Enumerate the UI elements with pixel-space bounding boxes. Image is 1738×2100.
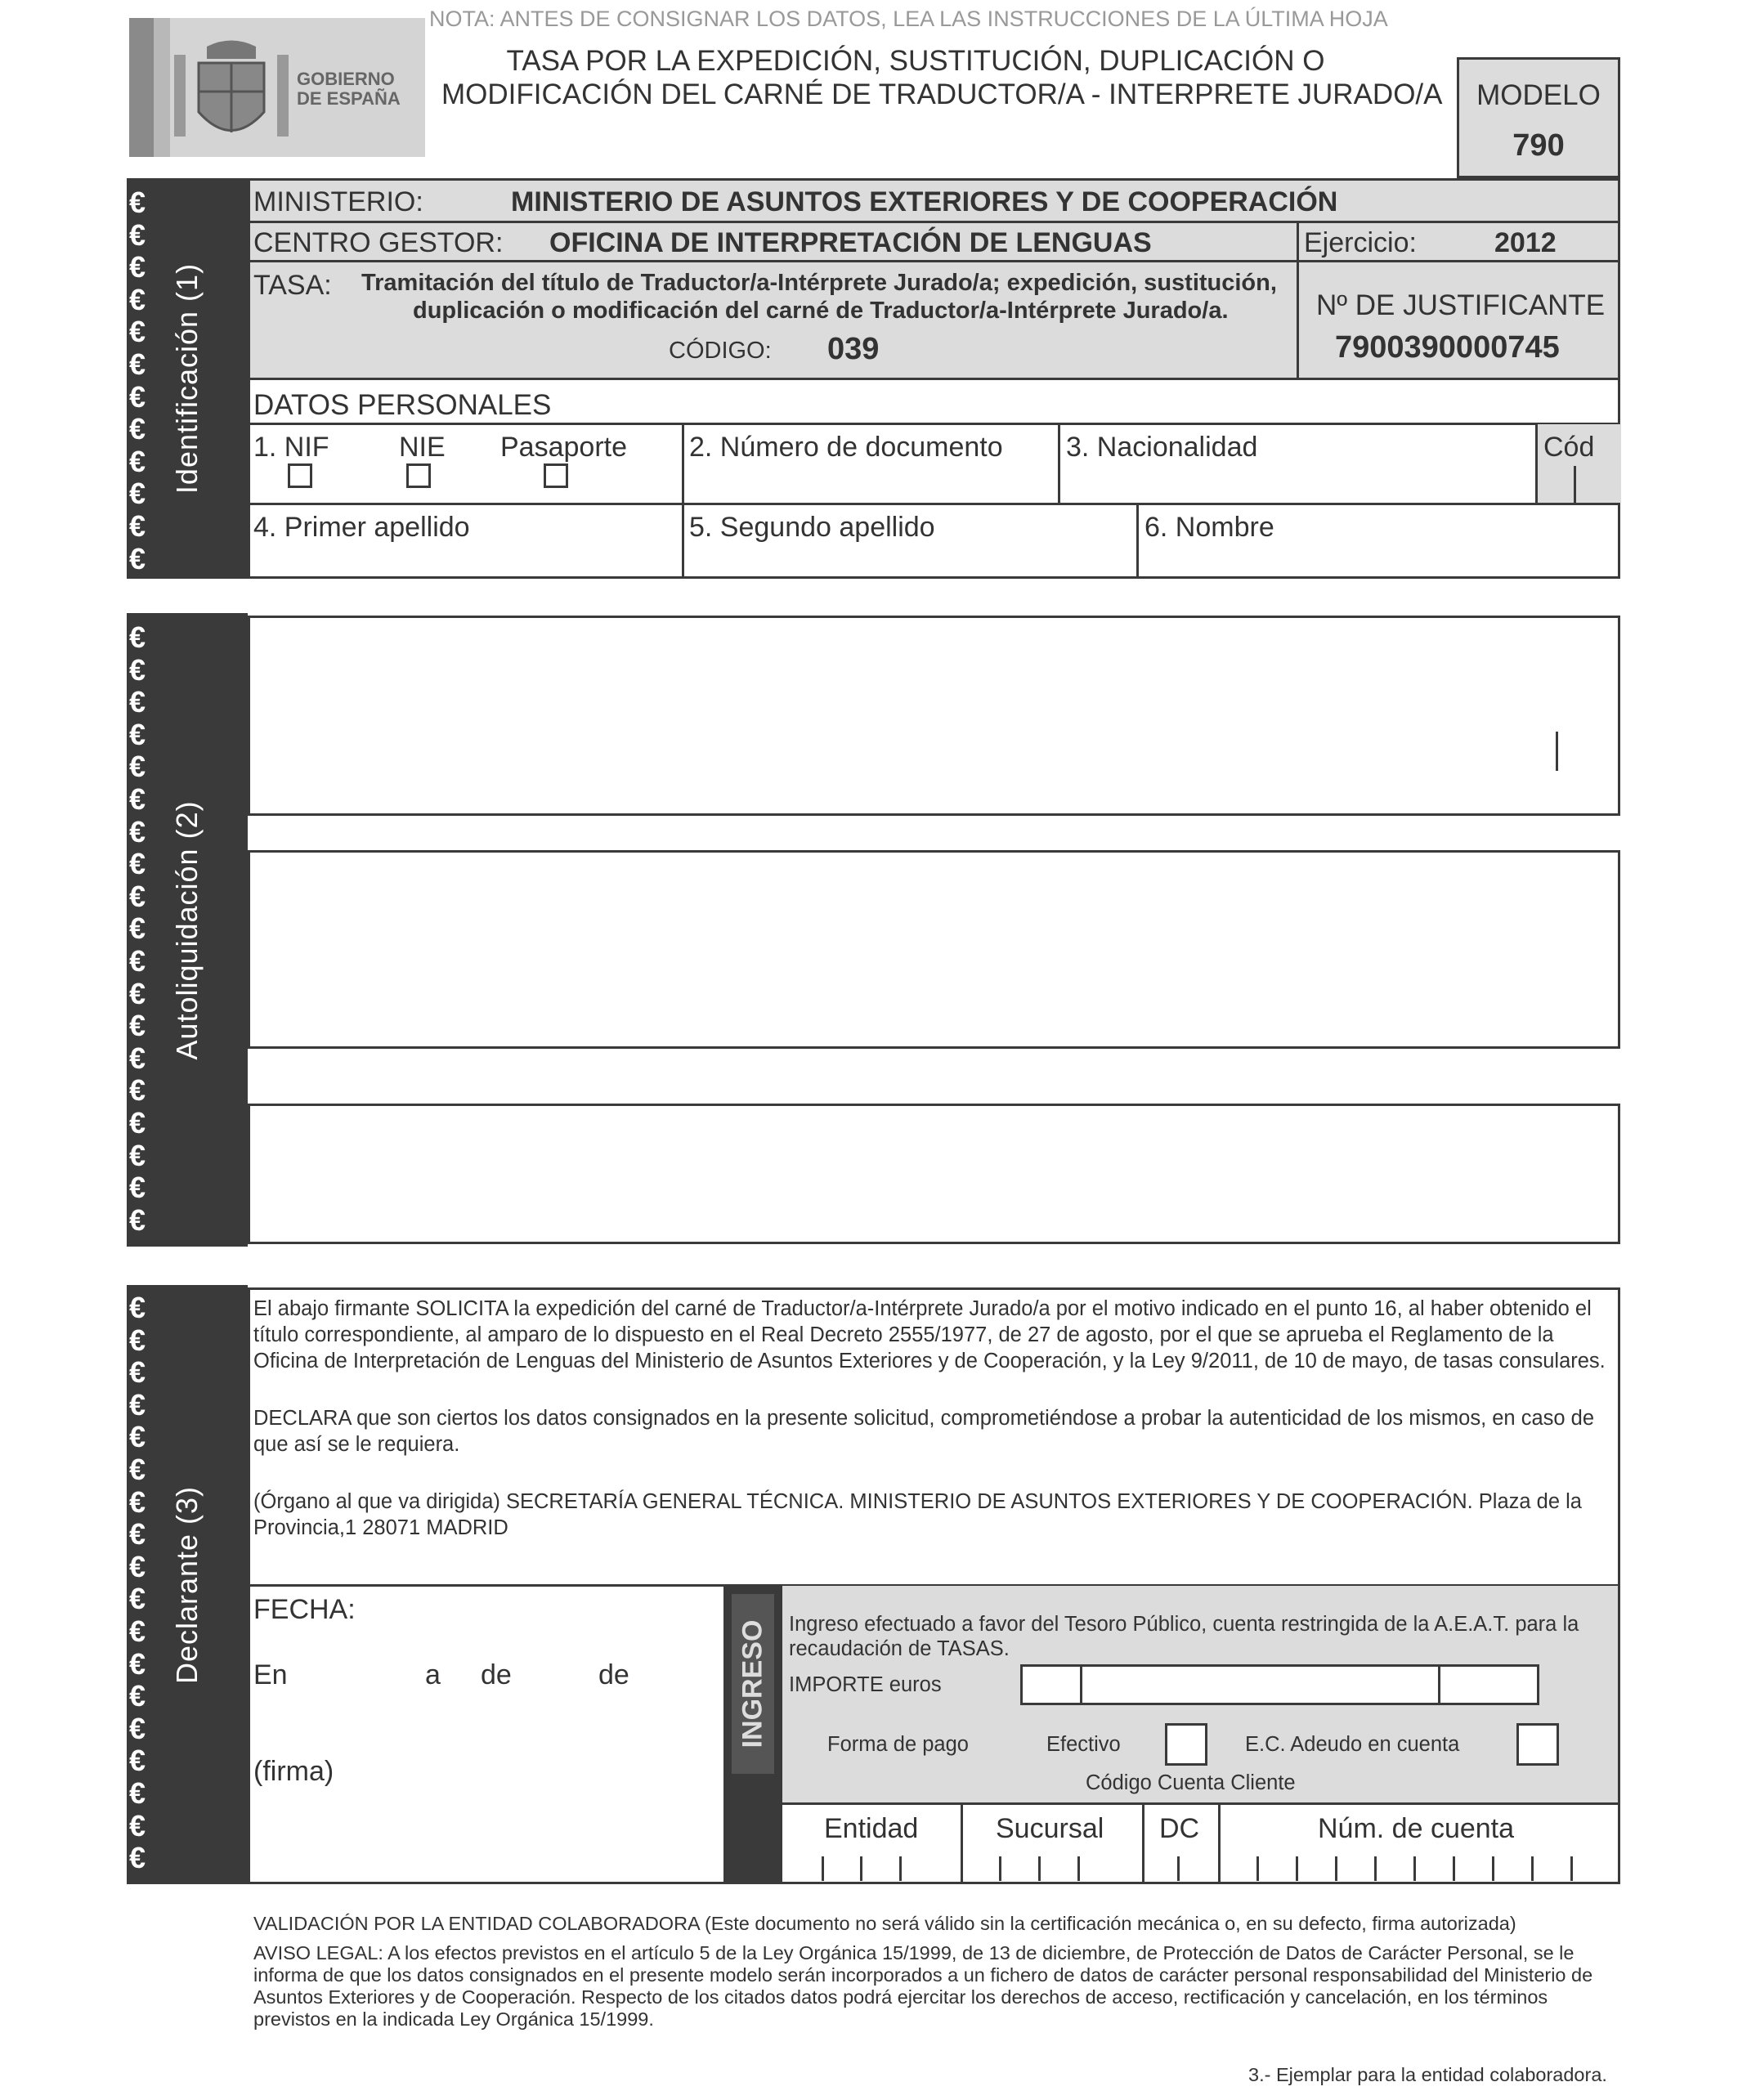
codigo-label: CÓDIGO:	[669, 338, 772, 364]
importe-label: IMPORTE euros	[789, 1673, 942, 1696]
sidebar-label-autoliquidacion: Autoliquidación (2)	[170, 799, 204, 1060]
fecha-a: a	[425, 1659, 441, 1690]
logo-text-gobierno: GOBIERNO	[297, 69, 395, 89]
form-title-line-2: MODIFICACIÓN DEL CARNÉ DE TRADUCTOR/A - INTERPRETE JURADO/A	[441, 78, 1443, 110]
sucursal-label: Sucursal	[996, 1813, 1104, 1844]
entidad-label: Entidad	[824, 1813, 919, 1844]
declara-paragraph: DECLARA que son ciertos los datos consignados en la presente solicitud, comprometiéndose a probar la autenticidad de los mismos, en caso de que así se le requiera.	[253, 1407, 1595, 1456]
importe-field[interactable]	[1020, 1664, 1539, 1705]
firma-label: (firma)	[253, 1756, 334, 1787]
fecha-de-2: de	[598, 1659, 629, 1690]
government-logo	[129, 18, 425, 157]
centro-gestor-value: OFICINA DE INTERPRETACIÓN DE LENGUAS	[549, 227, 1152, 258]
ingreso-text: Ingreso efectuado a favor del Tesoro Público, cuenta restringida de la A.E.A.T. para la recaudación de TASAS.	[789, 1613, 1579, 1660]
nif-checkbox[interactable]	[288, 463, 312, 488]
nacionalidad-label: 3. Nacionalidad	[1066, 432, 1258, 463]
cod-label: Cód	[1543, 432, 1595, 463]
num-cuenta-field[interactable]	[1222, 1851, 1619, 1883]
euro-column-3: € € € € € € € € € € € € € € € € € €	[129, 1291, 146, 1875]
pasaporte-checkbox[interactable]	[544, 463, 568, 488]
codigo-value: 039	[827, 332, 880, 366]
centro-gestor-label: CENTRO GESTOR:	[253, 227, 504, 258]
datos-personales-heading: DATOS PERSONALES	[253, 389, 552, 421]
justificante-label: Nº DE JUSTIFICANTE	[1316, 289, 1606, 321]
pasaporte-label: Pasaporte	[500, 432, 627, 463]
justificante-value: 7900390000745	[1335, 330, 1560, 365]
fecha-de-1: de	[481, 1659, 512, 1690]
autoliquidacion-box-3[interactable]	[248, 1104, 1620, 1244]
euro-column-1: € € € € € € € € € € € €	[129, 186, 146, 575]
nombre-label: 6. Nombre	[1144, 512, 1274, 543]
tasa-line-2: duplicación o modificación del carné de Traductor/a-Intérprete Jurado/a.	[413, 298, 1229, 324]
ministerio-value: MINISTERIO DE ASUNTOS EXTERIORES Y DE COOPERACIÓN	[511, 186, 1338, 217]
tasa-label: TASA:	[253, 270, 332, 301]
adeudo-label: E.C. Adeudo en cuenta	[1245, 1733, 1460, 1756]
euro-column-2: € € € € € € € € € € € € € € € € € € €	[129, 620, 146, 1237]
fecha-field[interactable]	[294, 1651, 719, 1696]
adeudo-checkbox[interactable]	[1516, 1723, 1559, 1766]
dc-label: DC	[1159, 1813, 1200, 1844]
firma-field[interactable]	[253, 1790, 719, 1880]
ingreso-label: INGRESO	[737, 1619, 768, 1749]
codigo-cuenta-label: Código Cuenta Cliente	[1086, 1771, 1296, 1794]
segundo-apellido-label: 5. Segundo apellido	[689, 512, 935, 543]
sidebar-label-declarante: Declarante (3)	[170, 1485, 204, 1684]
primer-apellido-label: 4. Primer apellido	[253, 512, 470, 543]
nacionalidad-field[interactable]	[1063, 462, 1533, 501]
forma-pago-label: Forma de pago	[827, 1733, 969, 1756]
logo-text-espana: DE ESPAÑA	[297, 88, 401, 109]
nif-label: 1. NIF	[253, 432, 329, 463]
dc-field[interactable]	[1144, 1851, 1216, 1883]
nie-checkbox[interactable]	[406, 463, 431, 488]
autoliquidacion-box-1[interactable]	[248, 616, 1620, 816]
form-title-line-1: TASA POR LA EXPEDICIÓN, SUSTITUCIÓN, DUPLICACIÓN O	[506, 45, 1325, 77]
fecha-label: FECHA:	[253, 1594, 356, 1625]
coat-of-arms-icon	[174, 38, 289, 149]
organo-paragraph: (Órgano al que va dirigida) SECRETARÍA GENERAL TÉCNICA. MINISTERIO DE ASUNTOS EXTERIORES Y DE COOPERACIÓN. Plaza de la Provincia,1 28071 MADRID	[253, 1490, 1582, 1539]
efectivo-checkbox[interactable]	[1165, 1723, 1207, 1766]
ministerio-label: MINISTERIO:	[253, 186, 423, 217]
fecha-en: En	[253, 1659, 288, 1690]
modelo-box	[1457, 57, 1620, 178]
ejercicio-label: Ejercicio:	[1304, 227, 1417, 258]
modelo-label: MODELO	[1476, 79, 1601, 111]
tasa-line-1: Tramitación del título de Traductor/a-Intérprete Jurado/a; expedición, sustitución,	[361, 270, 1277, 296]
nombre-field[interactable]	[1141, 544, 1617, 576]
validacion-text: VALIDACIÓN POR LA ENTIDAD COLABORADORA (Este documento no será válido sin la certificación mecánica o, en su defecto, firma autorizada)	[253, 1913, 1516, 1934]
ejercicio-value: 2012	[1494, 227, 1557, 258]
primer-apellido-field[interactable]	[250, 544, 679, 576]
num-cuenta-label: Núm. de cuenta	[1318, 1813, 1515, 1844]
entidad-field[interactable]	[817, 1851, 956, 1883]
segundo-apellido-field[interactable]	[687, 544, 1134, 576]
efectivo-label: Efectivo	[1046, 1733, 1121, 1756]
nie-label: NIE	[399, 432, 446, 463]
ejemplar-text: 3.- Ejemplar para la entidad colaboradora.	[1248, 2064, 1607, 2085]
autoliquidacion-box-2[interactable]	[248, 850, 1620, 1049]
sucursal-field[interactable]	[965, 1851, 1138, 1883]
aviso-legal-text: AVISO LEGAL: A los efectos previstos en el artículo 5 de la Ley Orgánica 15/1999, de 13 de diciembre, de Protección de Datos de Carácter Personal, se le informa de que los datos consignados en el presente modelo serán incorporados a un fichero de datos de carácter personal responsabilidad del Ministerio de Asuntos Exteriores y de Cooperación. Respecto de los citados datos podrá ejercitar los derechos de acceso, rectificación y cancelación, en los términos previstos en la indicada Ley Orgánica 15/1999.	[253, 1942, 1593, 2030]
numero-documento-label: 2. Número de documento	[689, 432, 1003, 463]
modelo-number: 790	[1512, 128, 1565, 163]
solicita-paragraph: El abajo firmante SOLICITA la expedición del carné de Traductor/a-Intérprete Jurado/a por el motivo indicado en el punto 16, al haber obtenido el título correspondiente, al amparo de lo dispuesto en el Real Decreto 2555/1977, de 27 de agosto, por el que se aprueba el Reglamento de la Oficina de Interpretación de Lenguas del Ministerio de Asuntos Exteriores y de Cooperación, y la Ley 9/2011, de 10 de mayo, de tasas consulares.	[253, 1297, 1606, 1372]
nif-field[interactable]	[253, 490, 679, 502]
declarante-text	[253, 1296, 1615, 1541]
instructions-note: NOTA: ANTES DE CONSIGNAR LOS DATOS, LEA LAS INSTRUCCIONES DE LA ÚLTIMA HOJA	[429, 7, 1388, 31]
sidebar-label-identificacion: Identificación (1)	[170, 262, 204, 495]
numero-documento-field[interactable]	[687, 462, 1055, 501]
ingreso-sidebar	[723, 1586, 782, 1884]
